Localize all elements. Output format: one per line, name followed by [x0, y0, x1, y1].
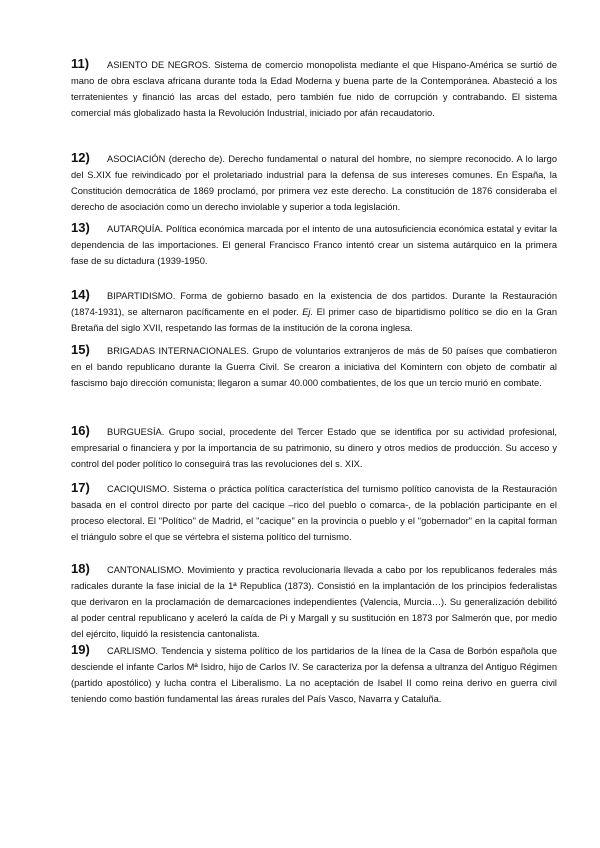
entry-definition: Grupo de voluntarios extranjeros de más de 50 países que combatieron en el bando republicano durante la Guerra Civil. Se crearon a iniciativa del Komintern con objeto de combatir al fascismo bajo dirección comunista; llegaron a sumar 40.000 combatientes, de los que un tercio murió en combate.	[71, 346, 557, 388]
entry-number: 12)	[71, 150, 90, 165]
entry-definition: (derecho de). Derecho fundamental o natural del hombre, no siempre reconocido. A lo largo del S.XIX fue reivindicado por el proletariado industrial para la defensa de sus intereses comunes. En España, la Constitución democrática de 1869 proclamó, por primera vez este derecho. La constitución de 1876 consideraba el derecho de asociación como un derecho inviolable y superior a toda legislación.	[71, 154, 557, 212]
entry-term: CACIQUISMO.	[107, 484, 170, 494]
entry-definition: Política económica marcada por el intento de una autosuficiencia económica estatal y evitar la dependencia de las importaciones. El general Francisco Franco intentó crear un sistema autárquico en la primera fase de su dictadura (1939-1950.	[71, 224, 557, 266]
entry-17	[71, 480, 557, 546]
entry-definition: Sistema de comercio monopolista mediante el que Hispano-América se surtió de mano de obra esclava africana durante toda la Edad Moderna y buena parte de la Contemporánea. Abasteció a los terratenientes y financió las arcas del estado, pero también fue nido de corrupción y contrabando. El sistema comercial más globalizado hasta la Revolución Industrial, iniciado por afán recaudatorio.	[71, 60, 557, 118]
entry-definition: Tendencia y sistema político de los partidarios de la línea de la Casa de Borbón española que desciende el infante Carlos Mª Isidro, hijo de Carlos IV. Se caracteriza por la defensa a ultranza del Antiguo Régimen (partido apostólico) y lucha contra el Liberalismo. La no aceptación de Isabel II como reina derivo en guerra civil teniendo como bastión fundamental las áreas rurales del País Vasco, Navarra y Cataluña.	[71, 646, 557, 704]
entry-19	[71, 642, 557, 708]
entry-number: 19)	[71, 642, 90, 657]
entry-12	[71, 150, 557, 216]
entry-definition: Sistema o práctica política característica del turnismo político canovista de la Restauración basada en el control directo por parte del cacique –rico del pueblo o comarca-, de la población participante en el proceso electoral. El "Político" de Madrid, el "cacique" en la provincia o pueblo y el "gobernador" en la capital forman el triángulo sobre el que se vértebra el sistema político del turnismo.	[71, 484, 557, 542]
entry-14	[71, 287, 557, 337]
entry-11	[71, 56, 557, 122]
entry-term: CARLISMO.	[107, 646, 159, 656]
entry-term: BURGUESÍA.	[107, 427, 165, 437]
entry-number: 16)	[71, 423, 90, 438]
entry-number: 14)	[71, 287, 90, 302]
entry-term: AUTARQUÍA.	[107, 224, 164, 234]
entry-term: BIPARTIDISMO.	[107, 291, 176, 301]
example-abbreviation: Ej.	[302, 306, 314, 317]
entry-definition: Grupo social, procedente del Tercer Estado que se identifica por su actividad profesional, empresarial o financiera y por la importancia de su patrimonio, su dinero y otros medios de producción. Su acceso y control del poder político lo conseguirá tras las revoluciones del s. XIX.	[71, 427, 557, 469]
entry-number: 17)	[71, 480, 90, 495]
entry-number: 18)	[71, 561, 90, 576]
entry-13	[71, 220, 557, 270]
entry-16	[71, 423, 557, 473]
entry-definition-continued: El primer caso de bipartidismo político se dio en la Gran Bretaña del siglo XVII, respetando las formas de la institución de la corona inglesa.	[71, 306, 557, 333]
entry-term: ASIENTO DE NEGROS.	[107, 60, 211, 70]
entry-term: ASOCIACIÓN	[107, 154, 166, 164]
entry-term: BRIGADAS INTERNACIONALES.	[107, 346, 249, 356]
entry-15	[71, 342, 557, 392]
entry-18	[71, 561, 557, 643]
entry-definition: Forma de gobierno basado en la existencia de dos partidos. Durante la Restauración (1874-1931), se alternaron pacíficamente en el poder.	[71, 291, 557, 317]
entry-number: 15)	[71, 342, 90, 357]
entry-number: 11)	[71, 56, 90, 71]
entry-term: CANTONALISMO.	[107, 565, 184, 575]
entry-definition: Movimiento y practica revolucionaria llevada a cabo por los republicanos federales más radicales durante la fase inicial de la 1ª Republica (1873). Consistió en la implantación de los principios federalistas que derivaron en la proclamación de demarcaciones independientes (Valencia, Murcia…). Su generalización debilitó al poder central republicano y aceleró la caída de Pi y Margall y su sustitución en 1873 por Salmerón que, por medio del ejército, liquidó la resistencia cantonalista.	[71, 565, 557, 639]
entry-number: 13)	[71, 220, 90, 235]
